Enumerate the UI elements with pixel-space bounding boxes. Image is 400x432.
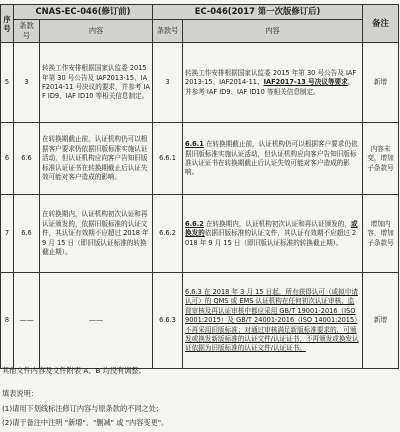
row-old-content: 转换工作安排根据国家认监委 2015 年第 30 号公告及 IAF2013-15、IAF2014-11 号决议的要求，并参考 IAF ID9、IAF ID10 等相关信息制定。	[40, 43, 153, 123]
header-seq: 序号	[1, 5, 14, 43]
row-note: 增加内容，增加子条款号	[363, 195, 399, 273]
row-old-clause: ——	[14, 273, 40, 369]
row-seq: 6	[1, 123, 14, 195]
row-old-content: ——	[40, 273, 153, 369]
row-new-content	[183, 195, 363, 273]
table-row	[1, 43, 399, 123]
row-old-content: 在转换期内，认证机构初次认证和再认证颁发的，依据旧版标准的认证文件，其认证有效期不应超过 2018 年 9 月 15 日（即旧版认证标准的转换截止期）。	[40, 195, 153, 273]
content-segment-underlined: 6.6.1	[185, 140, 204, 149]
table-row	[1, 123, 399, 195]
content-segment-underlined: 或换发的	[185, 219, 358, 238]
row-seq: 7	[1, 195, 14, 273]
row-new-content	[183, 123, 363, 195]
row-new-clause: 6.6.3	[153, 273, 183, 369]
fill-instruction-2: (2)请于备注中注明 "新增"、"删减" 或 "内容变更"。	[2, 418, 169, 427]
fill-instructions-title: 填表说明：	[2, 389, 38, 398]
row-old-clause: 6.6	[14, 123, 40, 195]
header-new-clause-no: 条款号	[153, 19, 183, 42]
row-old-clause: 6.6	[14, 195, 40, 273]
row-new-clause: 3	[153, 43, 183, 123]
content-segment: 在转换期截止前，认证机构仍可以根据客户要求仍依据旧版标准实施认证活动，但认证机构应向客户告知旧版标准认证证书在转换期截止后认证失效可能对客户造成的影响。	[185, 140, 358, 177]
header-old-version: CNAS-EC-046(修订前)	[14, 5, 153, 20]
header-old-content: 内容	[40, 19, 153, 42]
content-segment: ，并参考 IAF ID9、IAF ID10 等相关信息制定。	[185, 78, 355, 96]
content-segment-underlined: 6.6.2	[185, 219, 204, 228]
row-note: 新增	[363, 43, 399, 123]
content-segment-underlined: 6.6.3 在 2018 年 3 月 15 日起，所有获得认可（或拟申请认可）的 QMS 或 EMS 认证机构在任何初次认证审核、监督审核及再认证审核中都应采用 GB/T 19001-2016（ISO 9001:2015）及 GB/T 24001-2016（ISO 14001:2015）不再采用旧版标准；对通过审核满足新版标准要求的，可颁发或换发新版标准的认证文件/认证证书，不再颁发或换发认证依据为旧版标准的认证文件/认证证书。	[185, 288, 359, 353]
content-segment-underlined: IAF2017-13 号决议等要求	[263, 78, 348, 87]
header-new-content: 内容	[183, 19, 363, 42]
row-new-content	[183, 273, 363, 369]
header-note: 备注	[363, 5, 399, 43]
fill-instruction-1: (1)请用下划线标注修订内容与原条款的不同之处；	[2, 404, 164, 413]
content-segment: 在转换期内，认证机构初次认证和再认证颁发的，	[203, 219, 351, 228]
content-segment: 转换工作安排根据国家认监委 2015 年第 30 号公告及 IAF2013-15、IAF2014-11、	[185, 68, 357, 87]
header-old-clause-no: 条款号	[14, 19, 40, 42]
row-seq: 8	[1, 273, 14, 369]
content-segment: 依据旧版标准的认证文件，其认证有效期不应超过 2018 年 9 月 15 日（即旧版认证标准的转换截止期）。	[185, 229, 357, 247]
table-row	[1, 195, 399, 273]
row-old-content: 在转换期截止前，认证机构仍可以根据客户要求仍依据旧版标准实施认证活动，但认证机构应向客户告知旧版标准认证证书在转换期截止后认证失效可能对客户造成的影响。	[40, 123, 153, 195]
row-note: 新增	[363, 273, 399, 369]
row-new-clause: 6.6.1	[153, 123, 183, 195]
row-seq: 5	[1, 43, 14, 123]
header-new-version: EC-046(2017 第一次版修订后)	[153, 5, 363, 20]
row-old-clause: 3	[14, 43, 40, 123]
revision-comparison-table	[0, 4, 399, 369]
table-row	[1, 273, 399, 369]
footer-remark: 其他文件内容及文件附表 A、B 均没有调整。	[2, 366, 146, 375]
row-new-clause: 6.6.2	[153, 195, 183, 273]
row-new-content	[183, 43, 363, 123]
row-note: 内容未变，增加子条款号	[363, 123, 399, 195]
